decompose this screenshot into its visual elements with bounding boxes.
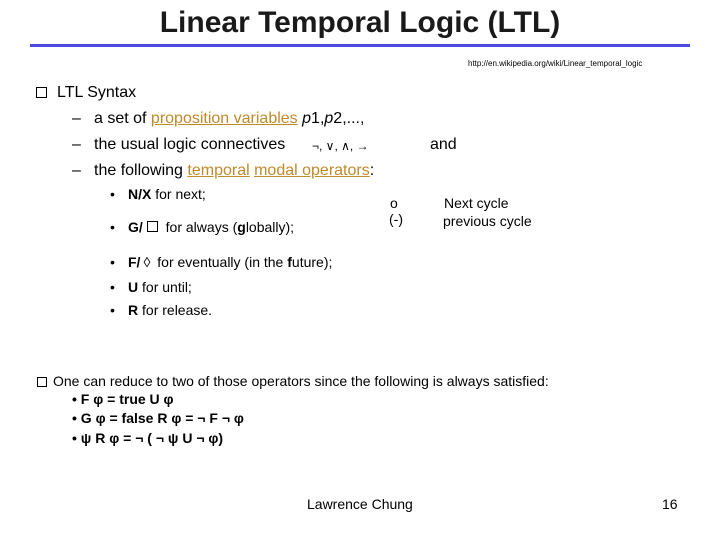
line3-post: : [369,162,375,179]
syntax-line-1 [72,110,364,128]
connectives-and: and [430,136,457,153]
p2-var: p [324,110,334,127]
operator-until [110,279,192,295]
line1-post: ,..., [342,110,365,127]
operator-desc: for always ( [161,219,238,235]
dot-bullet: • [110,302,115,318]
p2-index: 2 [333,110,343,127]
operator-key: F/ [128,254,141,270]
dash-bullet: – [72,110,81,127]
equation-3: • ψ R φ = ¬ ( ¬ ψ U ¬ φ) [72,430,224,446]
dot-bullet: • [110,186,115,202]
footer-author: Lawrence Chung [307,496,413,512]
operator-rest: lobally); [245,219,295,235]
p1-var: p [302,110,312,127]
operator-key: G/ [128,219,143,235]
syntax-line-3 [72,162,374,180]
square-bullet-icon [36,87,47,98]
modal-operators-link[interactable]: modal operators [254,162,370,179]
temporal-link[interactable]: temporal [187,162,250,179]
dash-bullet: – [72,162,81,179]
line1-pre: a set of [94,110,151,127]
p1-index: 1 [311,110,320,127]
operator-desc: for eventually (in the [153,254,288,270]
operator-always [110,219,294,235]
operator-desc: for release. [138,302,213,318]
syntax-line-2 [72,136,285,154]
operator-bold: g [237,219,246,235]
reduce-heading [37,373,549,389]
operator-key: R [128,302,139,318]
syntax-heading-text: LTL Syntax [57,84,137,101]
equation-2: • G φ = false R φ = ¬ F ¬ φ [72,410,244,426]
next-cycle-label: Next cycle [444,195,509,211]
box-operator-icon [147,221,158,232]
reduce-heading-text: One can reduce to two of those operators since the following is always satisfied: [53,373,549,389]
previous-symbol: (-) [389,211,403,227]
operator-desc: for next; [151,186,206,202]
previous-cycle-label: previous cycle [443,213,532,229]
proposition-variables-link[interactable]: proposition variables [150,110,298,127]
page-number: 16 [662,496,678,512]
slide-title: Linear Temporal Logic (LTL) [159,6,561,39]
connectives-text: the usual logic connectives [94,136,286,153]
title-underline [30,44,690,47]
equation-1: • F φ = true U φ [72,391,174,407]
dot-bullet: • [110,279,115,295]
dash-bullet: – [72,136,81,153]
operator-key: U [128,279,139,295]
line3-pre: the following [94,162,188,179]
next-symbol: o [390,195,398,211]
operator-rest: uture); [291,254,333,270]
operator-release [110,302,212,318]
dot-bullet: • [110,254,115,270]
line1-sep: , [319,110,325,127]
square-bullet-icon [37,377,47,387]
operator-eventually [110,254,332,270]
connective-symbols: ¬, ∨, ∧, → [312,139,369,153]
diamond-operator-icon: ◊ [143,254,151,270]
operator-key: N/X [128,186,152,202]
dot-bullet: • [110,219,115,235]
operator-bold: f [287,254,292,270]
operator-desc: for until; [138,279,192,295]
source-url[interactable]: http://en.wikipedia.org/wiki/Linear_temporal_logic [468,59,643,68]
syntax-heading [36,84,136,102]
operator-next [110,186,206,202]
